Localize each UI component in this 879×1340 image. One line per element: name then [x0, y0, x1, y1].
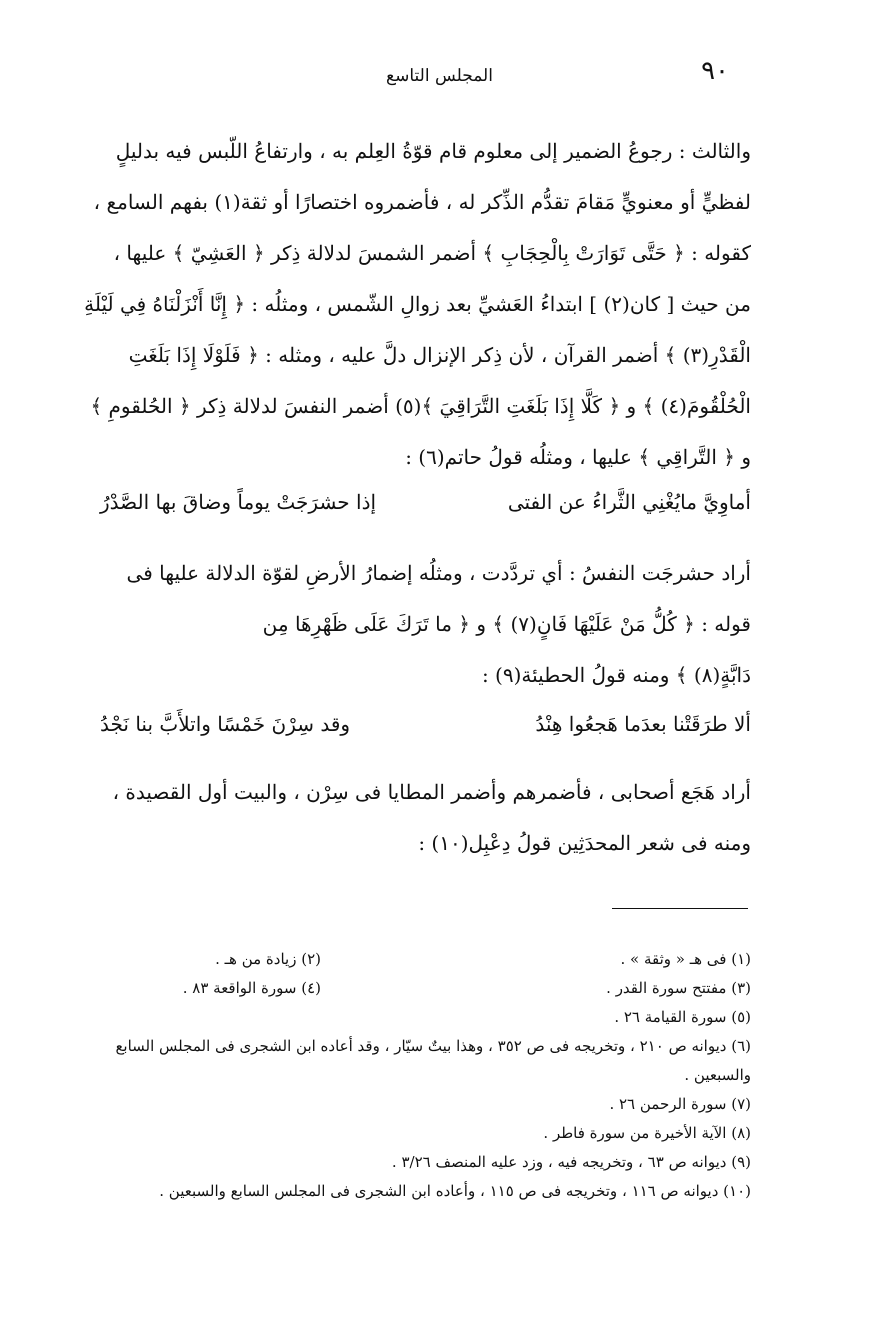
- text-line: قوله : ﴿ كُلُّ مَنْ عَلَيْهَا فَانٍ(٧) ﴾ و ﴿ ما تَرَكَ عَلَى ظَهْرِهَا مِن: [262, 612, 751, 636]
- text-line: أراد حشرجَت النفسُ : أي تردَّدت ، ومثلُه إضمارُ الأرضِ لقوّة الدلالة عليها فى: [126, 561, 751, 585]
- paragraph-3: [48, 767, 751, 869]
- text-line: ومنه فى شعر المحدَثِين قولُ دِعْبِل(١٠) :: [418, 831, 751, 855]
- verse-hatim: [100, 490, 751, 514]
- verse-hutayah: [100, 712, 751, 736]
- text-line: من حيث [ كان(٢) ] ابتداءُ العَشيِّ بعد زوالِ الشّمس ، ومثلُه : ﴿ إِنَّا أَنْزَلْنَاهُ فِي لَيْلَةِ: [84, 292, 751, 316]
- footnote: (٥) سورة القيامة ٢٦ .: [614, 1008, 751, 1026]
- footnote: (٨) الآية الأخيرة من سورة فاطر .: [543, 1124, 751, 1142]
- footnote: (٣) مفتتح سورة القدر .: [606, 979, 751, 997]
- footnotes: [55, 945, 751, 1206]
- footnote: (٩) ديوانه ص ٦٣ ، وتخريجه فيه ، وزد عليه المنصف ٣/٢٦ .: [391, 1153, 751, 1171]
- verse-first-hemistich: ألا طرَقَتْنا بعدَما هَجعُوا هِنْدُ: [535, 712, 751, 736]
- verse-second-hemistich: وقد سِرْنَ خَمْسًا واتلأَبَّ بنا نَجْدُ: [100, 712, 351, 736]
- footnote: (٤) سورة الواقعة ٨٣ .: [182, 979, 321, 997]
- text-line: كقوله : ﴿ حَتَّى تَوَارَتْ بِالْحِجَابِ ﴾ أضمر الشمسَ لدلالة ذِكر ﴿ العَشِيّ ﴾ عليها ،: [113, 241, 751, 265]
- text-line: الْحُلْقُومَ(٤) ﴾ و ﴿ كَلَّا إِذَا بَلَغَتِ التَّرَاقِيَ ﴾(٥) أضمر النفسَ لدلالة ذِكر ﴿ الحُلقومِ ﴾: [90, 394, 751, 418]
- verse-second-hemistich: إذا حشرَجَتْ يوماً وضاقَ بها الصَّدْرُ: [100, 490, 377, 514]
- text-line: والثالث : رجوعُ الضمير إلى معلوم قام قوّةُ العِلم به ، وارتفاعُ اللّبس فيه بدليلٍ: [115, 139, 751, 163]
- running-head: المجلس التاسع: [386, 66, 493, 86]
- footnote: (١) فى هـ « وثقة » .: [620, 950, 751, 968]
- footnote: (٦) ديوانه ص ٢١٠ ، وتخريجه فى ص ٣٥٢ ، وهذا بيتٌ سيّار ، وقد أعاده ابن الشجرى فى المجلس السابع والسبعين .: [115, 1037, 751, 1084]
- paragraph-1: [48, 126, 751, 483]
- text-line: أراد هَجَع أصحابى ، فأضمرهم وأضمر المطايا فى سِرْن ، والبيت أول القصيدة ،: [112, 780, 751, 804]
- footnote: (٢) زيادة من هـ .: [215, 950, 321, 968]
- footnote-row: [55, 974, 751, 1003]
- text-line: دَابَّةٍ(٨) ﴾ ومنه قولُ الحطيئة(٩) :: [481, 663, 751, 687]
- verse-first-hemistich: أماوِيَّ مايُغْنِي الثَّراءُ عن الفتى: [507, 490, 751, 514]
- text-line: الْقَدْرِ(٣) ﴾ أضمر القرآن ، لأن ذِكر الإنزال دلَّ عليه ، ومثله : ﴿ فَلَوْلَا إِذَا بَلَغَتِ: [128, 343, 751, 367]
- footnote-row: [55, 945, 751, 974]
- footnote: (٧) سورة الرحمن ٢٦ .: [609, 1095, 751, 1113]
- footnote-separator: [612, 908, 748, 909]
- page-number: ٩٠: [701, 56, 729, 86]
- footnote: (١٠) ديوانه ص ١١٦ ، وتخريجه فى ص ١١٥ ، وأعاده ابن الشجرى فى المجلس السابع والسبعين .: [159, 1182, 751, 1200]
- text-line: لفظيٍّ أو معنويٍّ مَقامَ تقدُّم الذِّكر له ، فأضمروه اختصارًا أو ثقة(١) بفهم السامع ،: [93, 190, 751, 214]
- paragraph-2: [48, 548, 751, 701]
- text-line: و ﴿ التَّراقِي ﴾ عليها ، ومثلُه قولُ حاتم(٦) :: [405, 445, 751, 469]
